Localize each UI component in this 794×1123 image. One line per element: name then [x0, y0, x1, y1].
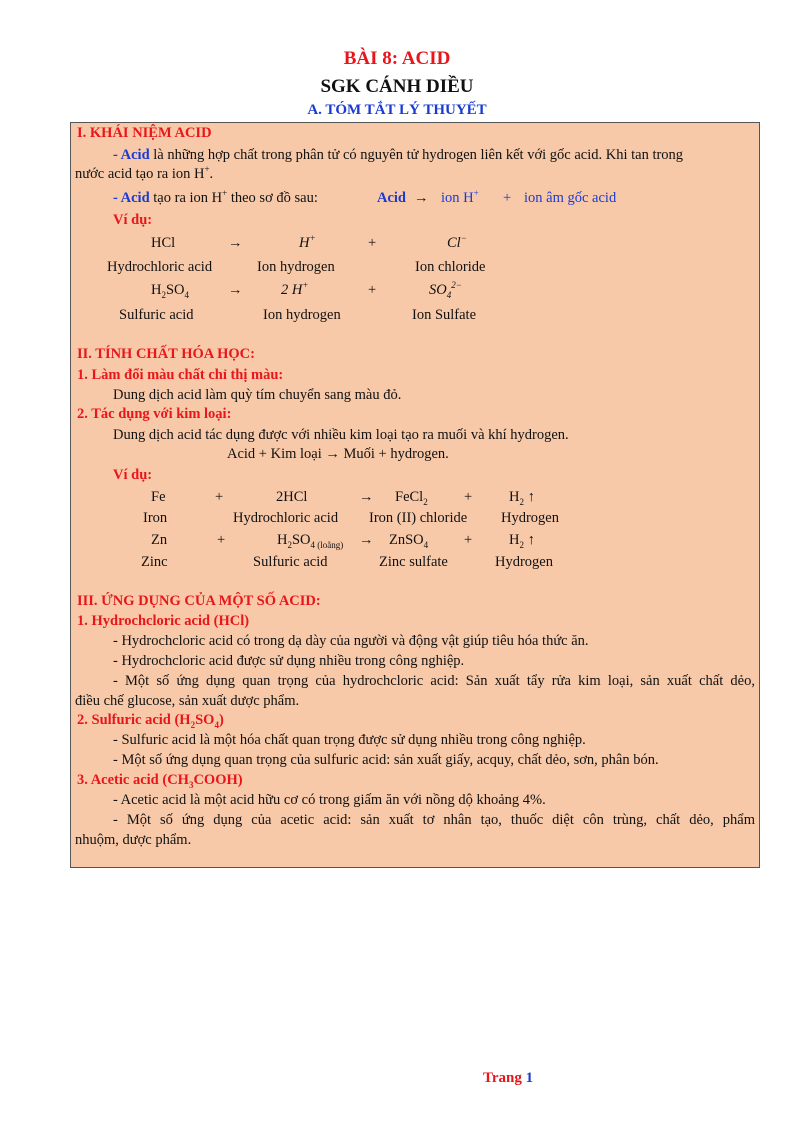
s2-c: SO [195, 712, 215, 728]
eq2-so: SO [165, 282, 185, 298]
heading-part2: II. TÍNH CHẤT HÓA HỌC: [77, 346, 255, 362]
rxn2-plus2: + [464, 532, 473, 548]
section-heading: A. TÓM TẮT LÝ THUYẾT [307, 102, 487, 118]
rxn2-zn: Zn [151, 532, 168, 548]
eq1-product2: Cl− [447, 233, 467, 251]
rxn1-fe: Fe [151, 489, 166, 505]
scheme-ion: ion H+ [441, 188, 479, 206]
s3-b: 3 [188, 779, 194, 790]
scheme-arrow: → [414, 190, 429, 206]
acetic-line2: - Một số ứng dụng của acetic acid: sản xuất tơ nhân tạo, thuốc diệt côn trùng, chất dẻo, phẩm [113, 812, 755, 828]
rxn2-h2so4 [277, 531, 343, 549]
subheading-metal: 2. Tác dụng với kim loại: [77, 406, 232, 422]
rxn2-znso: ZnSO [389, 532, 424, 548]
rxn2-so-sub: 4 (loãng) [310, 539, 344, 550]
scheme-text2: theo sơ đồ sau: [227, 190, 318, 206]
scheme-ion-text: ion H [441, 190, 474, 206]
example-label: Ví dụ: [113, 212, 153, 228]
eq2-so4-charge: 2− [451, 280, 462, 291]
eq1-reactant: HCl [151, 235, 176, 251]
s3-c: COOH) [193, 772, 243, 788]
eq1-plus: + [368, 235, 377, 251]
eq2-name-product1: Ion hydrogen [263, 307, 341, 323]
h2so4-line1: - Sulfuric acid là một hóa chất quan trọng được sử dụng nhiều trong công nghiệp. [113, 732, 586, 748]
eq2-arrow: → [228, 282, 243, 298]
eq2-h: H [151, 282, 162, 298]
acid-keyword: - Acid [113, 190, 150, 206]
rxn1-fecl: FeCl [395, 489, 424, 505]
eq1-cl: Cl [447, 235, 461, 251]
rxn1-name-fecl2: Iron (II) chloride [369, 510, 468, 526]
rxn2-h2-h: H [509, 532, 520, 548]
s2-e: ) [218, 712, 224, 728]
scheme-text: tạo ra ion H [149, 190, 223, 206]
scheme-acid: Acid [377, 190, 406, 206]
eq2-name-product2: Ion Sulfate [412, 307, 477, 323]
rxn1-h-sub: 2 [519, 496, 524, 507]
acetic-line1: - Acetic acid là một acid hữu cơ có trong giấm ăn với nồng dộ khoảng 4%. [113, 792, 546, 808]
page-label: Trang [483, 1070, 522, 1086]
rxn2-h2-sub: 2 [519, 539, 524, 550]
eq-right: Muối + hydrogen. [339, 446, 449, 462]
eq1-name-product1: Ion hydrogen [257, 259, 335, 275]
plus-charge: + [222, 188, 228, 199]
eq1-product1: H+ [299, 233, 316, 251]
acid-keyword: - Acid [113, 147, 150, 163]
definition-text: là những hợp chất trong phân tử có nguyên tử hydrogen liên kết với gốc acid. Khi tan trong [149, 147, 684, 163]
rxn1-name-h2: Hydrogen [501, 510, 559, 526]
rxn1-fecl-sub: 2 [423, 496, 428, 507]
subheading-h2so4 [77, 711, 224, 729]
eq2-so-sub: 4 [184, 289, 190, 300]
rxn1-h: H [509, 489, 520, 505]
theory-box [70, 122, 760, 868]
example-label-2: Ví dụ: [113, 467, 153, 483]
eq1-name-product2: Ion chloride [415, 259, 486, 275]
rxn1-name-iron: Iron [143, 510, 168, 526]
acid-definition-line1 [113, 146, 683, 164]
eq-left: Acid + Kim loại [227, 446, 326, 462]
eq2-plus: + [368, 282, 377, 298]
eq2-h-sub: 2 [161, 289, 166, 300]
rxn2-znso-sub: 4 [423, 539, 429, 550]
eq2-product2 [429, 281, 462, 299]
rxn1-arrow: → [359, 489, 374, 505]
page-subtitle: SGK CÁNH DIỀU [320, 76, 474, 97]
s2-a: 2. Sulfuric acid (H [77, 712, 191, 728]
s2-d: 4 [214, 719, 219, 730]
rxn1-plus2: + [464, 489, 473, 505]
hcl-line2: - Hydrochcloric acid được sử dụng nhiều trong công nghiệp. [113, 653, 465, 669]
subheading-indicator: 1. Làm đổi màu chất chỉ thị màu: [77, 367, 284, 383]
h2so4-line2: - Một số ứng dụng quan trọng của sulfuric acid: sản xuất giấy, acquy, chất dẻo, sơn, phân bón. [113, 752, 659, 768]
eq1-name-reactant: Hydrochloric acid [107, 259, 213, 275]
hcl-line1: - Hydrochcloric acid có trong dạ dày của người và động vật giúp tiêu hóa thức ăn. [113, 633, 589, 649]
indicator-text: Dung dịch acid làm quỳ tím chuyển sang màu đỏ. [113, 387, 402, 403]
rxn2-plus: + [217, 532, 226, 548]
rxn2-h-sub: 2 [287, 539, 292, 550]
hcl-line3: - Một số ứng dụng quan trọng của hydrochcloric acid: Sản xuất tẩy rửa kim loại, sản xuất chất dẻo, [113, 673, 755, 689]
eq2-so4-sub: 4 [446, 289, 452, 300]
plus-charge: + [204, 164, 210, 175]
rxn2-name-zinc: Zinc [141, 554, 168, 570]
heading-part1: I. KHÁI NIỆM ACID [77, 125, 212, 141]
acetic-line3: nhuộm, dược phẩm. [75, 832, 192, 848]
s2-b: 2 [190, 719, 196, 730]
subheading-hcl: 1. Hydrochcloric acid (HCl) [77, 613, 250, 629]
gas-up-arrow-icon: ↑ [527, 489, 535, 505]
scheme-plus: + [503, 190, 512, 206]
eq2-2h: 2 H [281, 282, 303, 298]
subheading-acetic [77, 771, 243, 789]
rxn2-h2 [509, 531, 535, 549]
heading-part3: III. ỨNG DỤNG CỦA MỘT SỐ ACID: [77, 593, 321, 609]
eq-arrow: → [325, 446, 340, 462]
rxn1-plus: + [215, 489, 224, 505]
page-number [483, 1070, 533, 1087]
rxn2-arrow: → [359, 532, 374, 548]
rxn1-hcl: 2HCl [276, 489, 308, 505]
rxn1-h2 [509, 488, 535, 506]
rxn2-znso4 [389, 531, 428, 549]
rxn2-h: H [277, 532, 288, 548]
scheme-anion: ion âm gốc acid [524, 190, 617, 206]
rxn2-so: SO [291, 532, 311, 548]
eq2-so4: SO [429, 282, 447, 298]
acid-definition-line2: nước acid tạo ra ion H+. [75, 164, 214, 182]
page-value: 1 [525, 1070, 534, 1086]
rxn2-name-acid: Sulfuric acid [253, 554, 328, 570]
rxn1-fecl2 [395, 488, 428, 506]
eq2-reactant [151, 281, 189, 299]
rxn2-name-h2: Hydrogen [495, 554, 553, 570]
rxn1-name-hcl: Hydrochloric acid [233, 510, 339, 526]
page-title: BÀI 8: ACID [343, 48, 451, 69]
eq2-name-reactant: Sulfuric acid [119, 307, 194, 323]
eq1-arrow: → [228, 235, 243, 251]
metal-general-equation [227, 445, 449, 463]
acid-scheme-line [113, 189, 318, 207]
eq1-h: H [299, 235, 310, 251]
gas-up-arrow-icon: ↑ [527, 532, 535, 548]
eq2-product1: 2 H+ [281, 280, 309, 298]
rxn2-name-znso4: Zinc sulfate [379, 554, 448, 570]
metal-text: Dung dịch acid tác dụng được với nhiều kim loại tạo ra muối và khí hydrogen. [113, 427, 569, 443]
s3-a: 3. Acetic acid (CH [77, 772, 189, 788]
hcl-line4: điều chế glucose, sản xuất dược phẩm. [75, 693, 300, 709]
definition-text2: nước acid tạo ra ion H [75, 166, 205, 182]
